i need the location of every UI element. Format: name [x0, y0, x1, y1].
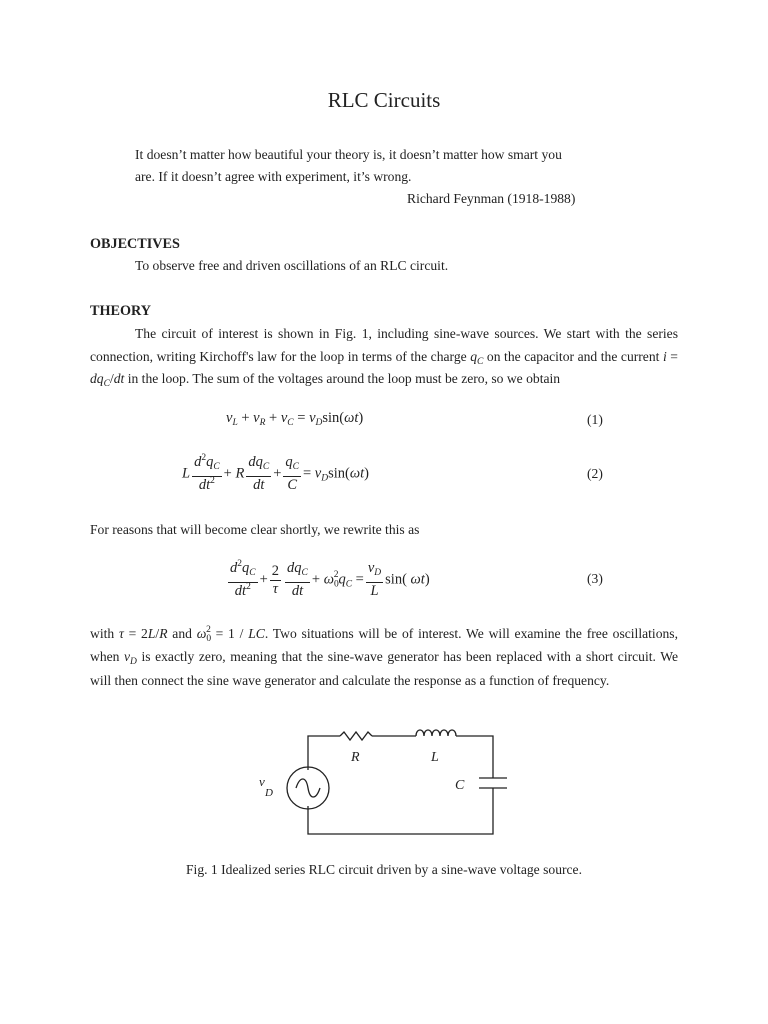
quote-line-1: It doesn’t matter how beautiful your theory is, it doesn’t matter how smart you	[135, 147, 562, 162]
capacitor-label: C	[455, 778, 465, 793]
theory-p2-part-d: is exactly zero, meaning that the sine-wave generator has been replaced with a short circuit. We will then connect the sine wave generator and calculate the response as a function of frequency.	[90, 649, 678, 688]
sine-wave-icon	[296, 779, 320, 797]
circuit-wire-top-right	[456, 736, 493, 778]
theory-p2-part-b: and	[167, 626, 197, 641]
equation-2: L $\frac{d^2q_C}{dt^2}$ + R $\frac{dq_C}{dt}$ + $\frac{q_C}{C}$ = $v_D\sin(\omega t)$	[182, 453, 369, 493]
rewrite-text: For reasons that will become clear shortly, we rewrite this as	[90, 522, 420, 537]
theory-p1-part-c: in the loop. The sum of the voltages around the loop must be zero, so we obtain	[124, 371, 561, 387]
theory-paragraph-1: The circuit of interest is shown in Fig. 1, including sine-wave sources. We start with the series connection, writing Kirchoff's law for the loop in terms of the charge $q_C$ on the capacitor and the current $i = dq_C/dt$ in the loop. The sum of the voltages around the loop must be zero, so we obtain	[90, 326, 678, 390]
circuit-wire-top-left	[308, 736, 340, 770]
objectives-text: To observe free and driven oscillations of an RLC circuit.	[135, 258, 449, 273]
theory-p2-part-c: . Two situations will be of interest. We will examine the free oscillations, when	[90, 626, 678, 665]
equation-3: $\frac{d^2q_C}{dt^2}$ + $\frac{2}{\tau}$ $\frac{dq_C}{dt}$ + $\omega_0^2q_C$ = $\frac{v_D}{L}$ sin( ωt)	[230, 559, 430, 599]
resistor-label: R	[351, 750, 360, 765]
inductor-label: L	[431, 750, 439, 765]
equation-3-number: (3)	[587, 571, 603, 586]
theory-heading: THEORY	[90, 303, 151, 319]
source-label-d: D	[265, 787, 273, 799]
figure-caption: Fig. 1 Idealized series RLC circuit driven by a sine-wave voltage source.	[186, 862, 582, 877]
equation-1: $v_L + v_R + v_C = v_D\sin(\omega t)$	[226, 410, 364, 428]
inductor-symbol	[416, 730, 456, 736]
objectives-heading: OBJECTIVES	[90, 236, 180, 252]
equation-2-number: (2)	[587, 466, 603, 481]
circuit-wire-bottom	[308, 788, 493, 834]
theory-p2-part-a: with	[90, 626, 119, 641]
capacitor-symbol	[479, 778, 507, 788]
equation-1-number: (1)	[587, 412, 603, 427]
quote-author: Richard Feynman (1918-1988)	[407, 191, 576, 206]
rlc-circuit-diagram	[250, 722, 510, 842]
theory-p1-part-a: The circuit of interest is shown in Fig. 1, including sine-wave sources. We start with the series connection, writing Kirchoff's law for the loop in terms of the charge	[90, 326, 678, 364]
theory-p1-part-b: on the capacitor and the current	[483, 348, 663, 364]
theory-paragraph-2: with τ = 2L/R and $\omega_0^2 = 1$ / LC. Two situations will be of interest. We will examine the free oscillations, when $v_D$ is exactly zero, meaning that the sine-wave generator has been replaced with a short circuit. We will then connect the sine wave generator and calculate the response as a function of frequency.	[90, 625, 678, 688]
quote-line-2: are. If it doesn’t agree with experiment, it’s wrong.	[135, 169, 412, 184]
page-title: RLC Circuits	[327, 88, 441, 112]
source-label-v: v	[259, 774, 265, 789]
resistor-symbol	[340, 732, 372, 740]
